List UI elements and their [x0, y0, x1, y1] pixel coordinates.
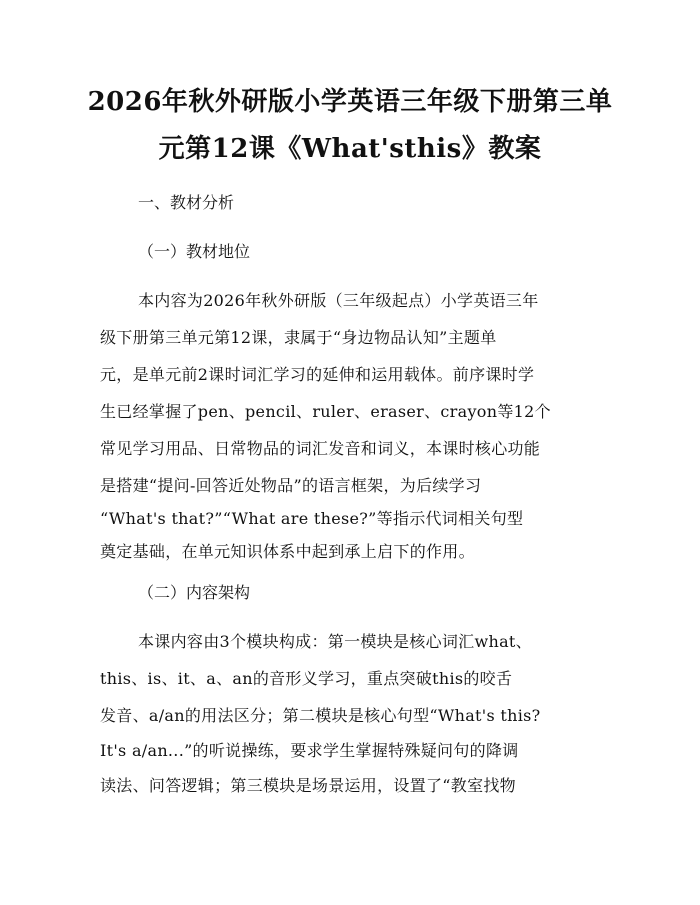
paragraph-line: 是搭建“提问-回答近处物品”的语言框架，为后续学习	[100, 476, 482, 495]
paragraph-line: 元，是单元前2课时词汇学习的延伸和运用载体。前序课时学	[100, 365, 535, 384]
paragraph-line: 本课内容由3个模块构成：第一模块是核心词汇what、	[138, 632, 532, 651]
document-title-line-1: 2026年秋外研版小学英语三年级下册第三单	[87, 87, 613, 117]
subsection-heading-textbook-position: （一）教材地位	[138, 242, 251, 261]
paragraph-line: “What's that?”“What are these?”等指示代词相关句型	[100, 509, 524, 528]
paragraph-line: 级下册第三单元第12课，隶属于“身边物品认知”主题单	[100, 328, 497, 347]
paragraph-line: this、is、it、a、an的音形义学习，重点突破this的咬舌	[100, 669, 513, 688]
paragraph-line: 奠定基础，在单元知识体系中起到承上启下的作用。	[100, 542, 475, 561]
paragraph-line: 发音、a/an的用法区分；第二模块是核心句型“What's this?	[100, 706, 541, 725]
paragraph-line: 读法、问答逻辑；第三模块是场景运用，设置了“教室找物	[100, 776, 516, 795]
subsection-heading-content-structure: （二）内容架构	[138, 583, 251, 602]
paragraph-line: 本内容为2026年秋外研版（三年级起点）小学英语三年	[138, 291, 539, 310]
paragraph-line: 生已经掌握了pen、pencil、ruler、eraser、crayon等12个	[100, 402, 551, 421]
section-heading-textbook-analysis: 一、教材分析	[138, 193, 235, 212]
paragraph-line: It's a/an...”的听说操练，要求学生掌握特殊疑问句的降调	[100, 741, 519, 760]
paragraph-line: 常见学习用品、日常物品的词汇发音和词义，本课时核心功能	[100, 439, 541, 458]
document-title-line-2: 元第12课《What'sthis》教案	[158, 134, 542, 164]
